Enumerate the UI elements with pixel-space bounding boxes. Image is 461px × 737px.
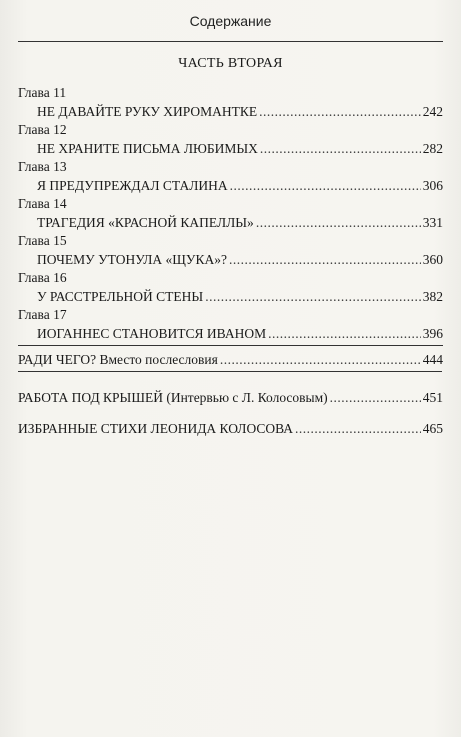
chapter-11 <box>18 84 443 121</box>
dot-leader <box>256 213 421 232</box>
running-head: Содержание <box>189 13 272 29</box>
table-of-contents <box>18 84 443 438</box>
chapter-label: Глава 12 <box>18 122 67 137</box>
dot-leader <box>259 102 421 121</box>
chapter-label: Глава 16 <box>18 270 67 285</box>
dot-leader <box>220 350 421 369</box>
page-number: 242 <box>422 104 443 119</box>
dot-leader <box>260 139 421 158</box>
page-number: 282 <box>422 141 443 156</box>
interview-entry[interactable] <box>18 388 443 407</box>
chapter-title: НЕ ДАВАЙТЕ РУКУ ХИРОМАНТКЕ <box>37 104 258 119</box>
header-rule <box>18 41 443 42</box>
part-title: ЧАСТЬ ВТОРАЯ <box>178 56 283 71</box>
page-number: 396 <box>422 326 443 341</box>
page-number: 331 <box>422 215 443 230</box>
toc-entry[interactable] <box>18 287 443 306</box>
page-number: 360 <box>422 252 443 267</box>
chapter-title: ПОЧЕМУ УТОНУЛА «ЩУКА»? <box>37 252 227 267</box>
poems-title: ИЗБРАННЫЕ СТИХИ ЛЕОНИДА КОЛОСОВА <box>18 421 294 436</box>
chapter-15 <box>18 232 443 269</box>
page-number: 465 <box>422 421 443 436</box>
chapter-14 <box>18 195 443 232</box>
page-number: 444 <box>422 352 443 367</box>
chapter-12 <box>18 121 443 158</box>
chapter-title: Я ПРЕДУПРЕЖДАЛ СТАЛИНА <box>37 178 228 193</box>
toc-entry[interactable] <box>18 213 443 232</box>
dot-leader <box>295 419 421 438</box>
chapter-13 <box>18 158 443 195</box>
dot-leader <box>268 324 421 343</box>
poems-entry[interactable] <box>18 419 443 438</box>
chapter-17 <box>18 306 443 343</box>
toc-entry[interactable] <box>18 176 443 195</box>
chapter-title: НЕ ХРАНИТЕ ПИСЬМА ЛЮБИМЫХ <box>37 141 258 156</box>
chapter-label: Глава 11 <box>18 85 67 100</box>
chapter-title: У РАССТРЕЛЬНОЙ СТЕНЫ <box>37 289 204 304</box>
afterword-entry[interactable] <box>18 350 443 369</box>
chapter-label: Глава 15 <box>18 233 67 248</box>
chapter-label: Глава 14 <box>18 196 67 211</box>
section-divider <box>18 371 442 372</box>
interview-title: РАБОТА ПОД КРЫШЕЙ (Интервью с Л. Колосовым) <box>18 390 328 405</box>
toc-entry[interactable] <box>18 250 443 269</box>
afterword-title: РАДИ ЧЕГО? Вместо послесловия <box>18 352 218 367</box>
page-number: 382 <box>422 289 443 304</box>
page-number: 306 <box>422 178 443 193</box>
dot-leader <box>205 287 421 306</box>
section-divider <box>18 345 443 346</box>
chapter-label: Глава 13 <box>18 159 67 174</box>
dot-leader <box>229 250 421 269</box>
toc-entry[interactable] <box>18 102 443 121</box>
chapter-label: Глава 17 <box>18 307 67 322</box>
chapter-title: ТРАГЕДИЯ «КРАСНОЙ КАПЕЛЛЫ» <box>37 215 254 230</box>
toc-entry[interactable] <box>18 324 443 343</box>
dot-leader <box>330 388 421 407</box>
chapter-title: ИОГАННЕС СТАНОВИТСЯ ИВАНОМ <box>37 326 267 341</box>
page-number: 451 <box>422 390 443 405</box>
dot-leader <box>230 176 421 195</box>
toc-entry[interactable] <box>18 139 443 158</box>
chapter-16 <box>18 269 443 306</box>
